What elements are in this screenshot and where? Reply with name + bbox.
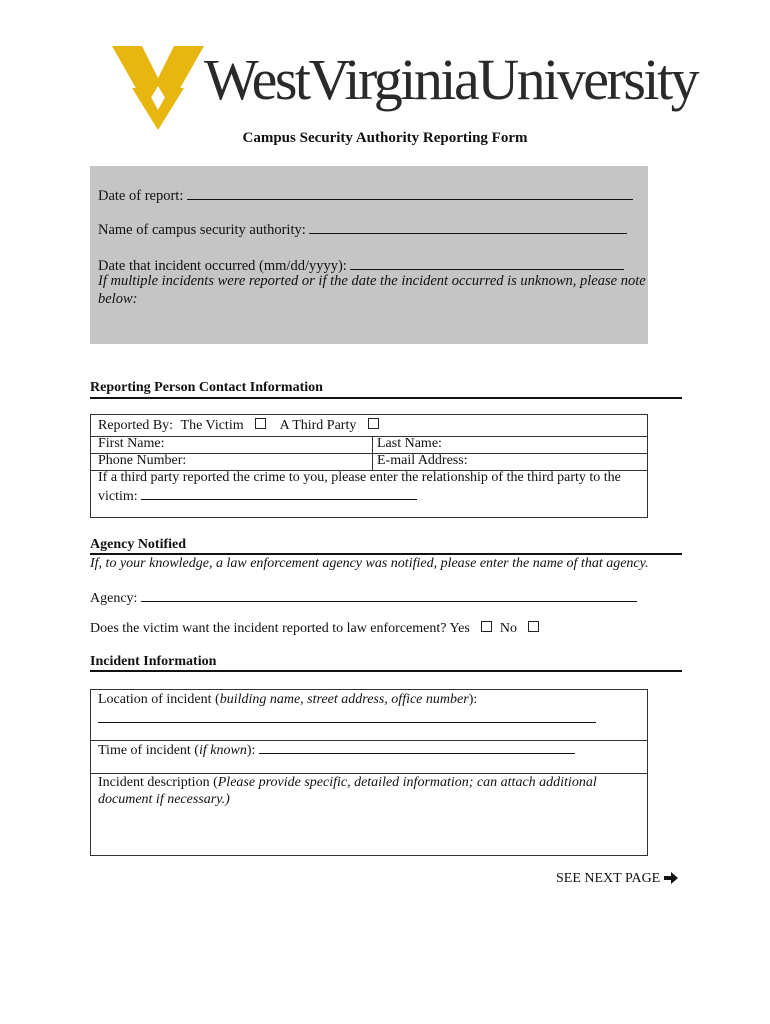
flying-wv-icon bbox=[112, 44, 204, 130]
csa-name-field[interactable] bbox=[309, 220, 627, 234]
location-label-close: ): bbox=[468, 692, 478, 707]
phone-field[interactable]: Phone Number: bbox=[98, 453, 187, 468]
agency-notified-heading: Agency Notified bbox=[90, 537, 187, 552]
reported-by-row bbox=[98, 418, 383, 434]
form-title: Campus Security Authority Reporting Form bbox=[242, 130, 528, 146]
relationship-label: victim: bbox=[98, 489, 138, 504]
relationship-instruction: If a third party reported the crime to you, please enter the relationship of the third party to the bbox=[98, 470, 621, 485]
incident-info-heading: Incident Information bbox=[90, 654, 217, 669]
report-question: Does the victim want the incident reported to law enforcement? bbox=[90, 621, 447, 636]
reported-by-label: Reported By: bbox=[98, 418, 174, 433]
agency-row bbox=[90, 589, 637, 607]
agency-instruction: If, to your knowledge, a law enforcement agency was notified, please enter the name of that agency. bbox=[90, 556, 649, 571]
location-field[interactable] bbox=[98, 710, 596, 723]
first-name-field[interactable]: First Name: bbox=[98, 436, 165, 451]
time-label-close: ): bbox=[246, 743, 256, 758]
table-divider bbox=[91, 436, 647, 437]
csa-name-row bbox=[98, 220, 627, 239]
section-divider bbox=[90, 553, 682, 555]
date-of-report-row bbox=[98, 186, 633, 205]
description-field[interactable] bbox=[91, 810, 647, 854]
incident-info-table bbox=[90, 689, 648, 856]
relationship-field[interactable] bbox=[141, 487, 417, 500]
relationship-row bbox=[98, 487, 417, 505]
location-row bbox=[98, 692, 477, 708]
section-divider bbox=[90, 670, 682, 672]
arrow-right-icon bbox=[664, 872, 678, 889]
location-field-row bbox=[98, 710, 596, 728]
table-divider bbox=[91, 773, 647, 774]
time-label: Time of incident ( bbox=[98, 743, 199, 758]
agency-label: Agency: bbox=[90, 591, 138, 606]
csa-name-label: Name of campus security authority: bbox=[98, 222, 306, 238]
logo-wordmark: WestVirginiaUniversity bbox=[204, 47, 698, 112]
description-label: Incident description ( bbox=[98, 775, 218, 790]
reporting-person-table bbox=[90, 414, 648, 518]
agency-field[interactable] bbox=[141, 589, 637, 602]
time-hint: if known bbox=[198, 743, 247, 758]
date-of-report-field[interactable] bbox=[187, 186, 633, 200]
yes-checkbox[interactable] bbox=[481, 621, 492, 632]
time-field[interactable] bbox=[259, 741, 575, 754]
third-party-option-label: A Third Party bbox=[279, 418, 357, 433]
no-label: No bbox=[499, 621, 517, 636]
yes-label: Yes bbox=[449, 621, 470, 636]
date-of-report-label: Date of report: bbox=[98, 188, 184, 204]
victim-checkbox[interactable] bbox=[255, 418, 266, 429]
wvu-logo bbox=[112, 44, 698, 134]
email-field[interactable]: E-mail Address: bbox=[377, 453, 468, 468]
time-row bbox=[98, 741, 575, 759]
incident-date-field[interactable] bbox=[350, 256, 624, 270]
description-hint-cont: document if necessary.) bbox=[98, 792, 230, 807]
multiple-incidents-note: If multiple incidents were reported or if the date the incident occurred is unknown, please note below: bbox=[98, 273, 646, 307]
incident-date-label: Date that incident occurred (mm/dd/yyyy): bbox=[98, 258, 347, 274]
section-divider bbox=[90, 397, 682, 399]
report-info-box bbox=[90, 166, 648, 344]
location-hint: building name, street address, office number bbox=[219, 692, 469, 707]
location-label: Location of incident ( bbox=[98, 692, 220, 707]
see-next-page-label: SEE NEXT PAGE bbox=[556, 871, 661, 886]
reporting-person-heading: Reporting Person Contact Information bbox=[90, 380, 323, 395]
victim-option-label: The Victim bbox=[180, 418, 244, 433]
description-row bbox=[98, 775, 597, 791]
third-party-checkbox[interactable] bbox=[368, 418, 379, 429]
no-checkbox[interactable] bbox=[528, 621, 539, 632]
last-name-field[interactable]: Last Name: bbox=[377, 436, 442, 451]
description-hint: Please provide specific, detailed information; can attach additional bbox=[217, 775, 597, 790]
report-to-law-row bbox=[90, 621, 543, 637]
see-next-page bbox=[556, 871, 678, 889]
